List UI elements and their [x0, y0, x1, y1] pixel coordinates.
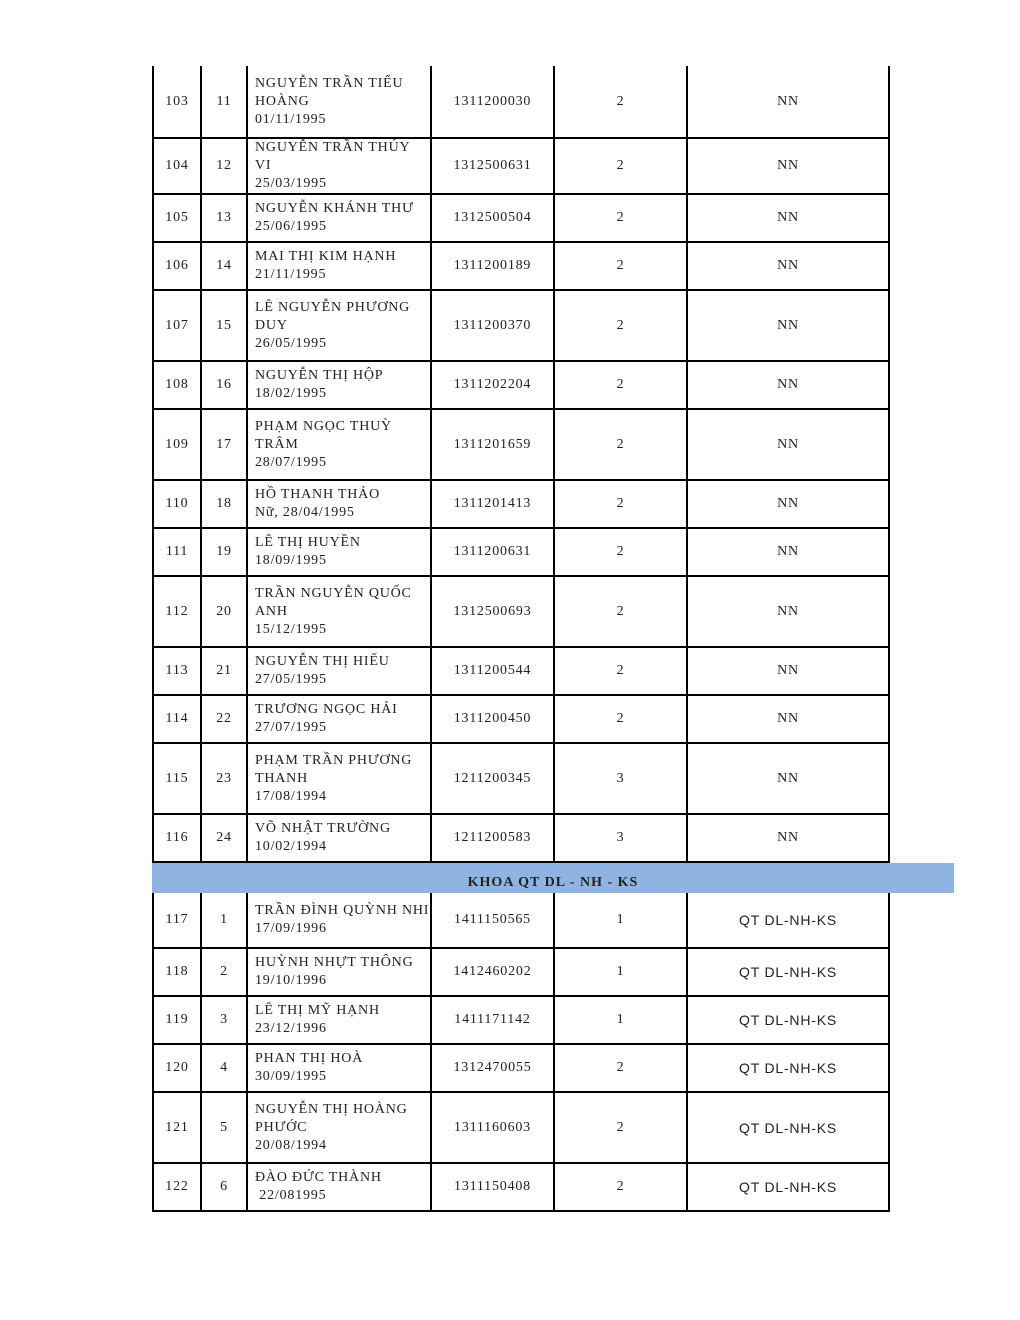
row-stt: 122: [153, 1163, 201, 1211]
table-row: [153, 892, 889, 948]
table-row: [153, 66, 889, 138]
study-year: 2: [554, 138, 687, 194]
student-dob: 19/10/1996: [255, 973, 327, 988]
row-sub-stt: 13: [201, 194, 247, 242]
table-row: [153, 409, 889, 480]
section-header-row: [153, 862, 889, 892]
student-id: 1311200370: [431, 290, 554, 361]
row-stt: 112: [153, 576, 201, 647]
faculty: NN: [687, 480, 889, 528]
table-row: [153, 194, 889, 242]
student-name: NGUYỄN KHÁNH THƯ: [255, 201, 414, 216]
student-id: 1312500504: [431, 194, 554, 242]
table-row: [153, 996, 889, 1044]
student-cell: [247, 948, 431, 996]
student-id: 1311150408: [431, 1163, 554, 1211]
student-cell: [247, 194, 431, 242]
student-name: MAI THỊ KIM HẠNH: [255, 249, 397, 264]
row-sub-stt: 5: [201, 1092, 247, 1163]
faculty: NN: [687, 409, 889, 480]
student-name: PHAN THỊ HOÀ: [255, 1051, 364, 1066]
study-year: 2: [554, 361, 687, 409]
study-year: 2: [554, 1044, 687, 1092]
student-id: 1311200189: [431, 242, 554, 290]
student-id: 1311201659: [431, 409, 554, 480]
faculty: NN: [687, 361, 889, 409]
study-year: 2: [554, 66, 687, 138]
student-dob: 22/081995: [255, 1188, 327, 1203]
study-year: 2: [554, 480, 687, 528]
student-dob: 20/08/1994: [255, 1137, 327, 1153]
student-dob: 26/05/1995: [255, 335, 327, 351]
study-year: 2: [554, 194, 687, 242]
student-name: HỒ THANH THẢO: [255, 487, 380, 502]
student-dob: 17/09/1996: [255, 921, 327, 936]
faculty: NN: [687, 814, 889, 862]
row-sub-stt: 18: [201, 480, 247, 528]
student-id: 1411150565: [431, 892, 554, 948]
student-cell: [247, 892, 431, 948]
student-name: NGUYỄN THỊ HIẾU: [255, 654, 390, 669]
faculty: NN: [687, 528, 889, 576]
row-sub-stt: 23: [201, 743, 247, 814]
faculty: QT DL-NH-KS: [687, 1163, 889, 1211]
student-name: PHẠM TRẦN PHƯƠNG THANH: [255, 752, 413, 786]
row-sub-stt: 19: [201, 528, 247, 576]
student-id: 1311200450: [431, 695, 554, 743]
study-year: 2: [554, 290, 687, 361]
student-dob: 21/11/1995: [255, 267, 327, 282]
student-id: 1311200030: [431, 66, 554, 138]
study-year: 1: [554, 892, 687, 948]
faculty: NN: [687, 695, 889, 743]
row-stt: 108: [153, 361, 201, 409]
student-dob: 18/02/1995: [255, 386, 327, 401]
study-year: 2: [554, 695, 687, 743]
row-sub-stt: 12: [201, 138, 247, 194]
faculty: NN: [687, 290, 889, 361]
study-year: 2: [554, 1163, 687, 1211]
table-row: [153, 361, 889, 409]
student-cell: [247, 1044, 431, 1092]
row-sub-stt: 2: [201, 948, 247, 996]
student-table: [152, 66, 890, 1212]
student-id: 1311200544: [431, 647, 554, 695]
row-stt: 113: [153, 647, 201, 695]
row-sub-stt: 6: [201, 1163, 247, 1211]
table-row: [153, 695, 889, 743]
faculty: QT DL-NH-KS: [687, 892, 889, 948]
student-dob: 27/07/1995: [255, 720, 327, 735]
row-sub-stt: 22: [201, 695, 247, 743]
table-row: [153, 1163, 889, 1211]
student-cell: [247, 695, 431, 743]
study-year: 2: [554, 242, 687, 290]
student-name: TRẦN NGUYỄN QUỐC ANH: [255, 585, 412, 619]
faculty: NN: [687, 66, 889, 138]
table-row: [153, 814, 889, 862]
section-title: KHOA QT DL - NH - KS: [152, 863, 954, 893]
row-sub-stt: 14: [201, 242, 247, 290]
study-year: 2: [554, 409, 687, 480]
student-id: 1311201413: [431, 480, 554, 528]
faculty: QT DL-NH-KS: [687, 996, 889, 1044]
row-stt: 109: [153, 409, 201, 480]
row-sub-stt: 11: [201, 66, 247, 138]
student-dob: 17/08/1994: [255, 788, 327, 804]
student-dob: 18/09/1995: [255, 553, 327, 568]
student-name: NGUYỄN TRẦN THÚY VI: [255, 140, 410, 173]
student-id: 1312500693: [431, 576, 554, 647]
table-row: [153, 1044, 889, 1092]
row-stt: 120: [153, 1044, 201, 1092]
student-name: NGUYỄN TRẦN TIỂU HOÀNG: [255, 75, 404, 109]
row-stt: 119: [153, 996, 201, 1044]
row-stt: 105: [153, 194, 201, 242]
student-name: ĐÀO ĐỨC THÀNH: [255, 1170, 382, 1185]
study-year: 2: [554, 576, 687, 647]
student-cell: [247, 647, 431, 695]
row-stt: 103: [153, 66, 201, 138]
student-dob: 23/12/1996: [255, 1021, 327, 1036]
student-name: VÕ NHẬT TRƯỜNG: [255, 821, 391, 836]
row-sub-stt: 20: [201, 576, 247, 647]
student-cell: [247, 242, 431, 290]
student-dob: Nữ, 28/04/1995: [255, 505, 355, 520]
faculty: NN: [687, 576, 889, 647]
student-name: LÊ THỊ HUYỀN: [255, 535, 361, 550]
row-sub-stt: 4: [201, 1044, 247, 1092]
faculty: NN: [687, 194, 889, 242]
row-stt: 115: [153, 743, 201, 814]
student-cell: [247, 814, 431, 862]
study-year: 2: [554, 528, 687, 576]
row-stt: 116: [153, 814, 201, 862]
row-stt: 104: [153, 138, 201, 194]
row-stt: 107: [153, 290, 201, 361]
student-cell: [247, 996, 431, 1044]
student-dob: 01/11/1995: [255, 111, 327, 127]
student-id: 1211200345: [431, 743, 554, 814]
row-sub-stt: 15: [201, 290, 247, 361]
student-name: TRẦN ĐÌNH QUỲNH NHI: [255, 903, 430, 918]
row-stt: 106: [153, 242, 201, 290]
student-cell: [247, 576, 431, 647]
faculty: NN: [687, 743, 889, 814]
student-cell: [247, 66, 431, 138]
student-id: 1412460202: [431, 948, 554, 996]
table-row: [153, 480, 889, 528]
student-cell: [247, 138, 431, 194]
row-stt: 117: [153, 892, 201, 948]
student-name: NGUYỄN THỊ HOÀNG PHƯỚC: [255, 1101, 408, 1135]
faculty: NN: [687, 647, 889, 695]
student-name: TRƯƠNG NGỌC HẢI: [255, 702, 398, 717]
row-stt: 114: [153, 695, 201, 743]
student-id: 1311200631: [431, 528, 554, 576]
student-id: 1311202204: [431, 361, 554, 409]
student-id: 1311160603: [431, 1092, 554, 1163]
student-cell: [247, 409, 431, 480]
student-name: NGUYỄN THỊ HỘP: [255, 368, 384, 383]
student-name: LÊ THỊ MỸ HẠNH: [255, 1003, 380, 1018]
student-cell: [247, 1163, 431, 1211]
row-sub-stt: 21: [201, 647, 247, 695]
table-row: [153, 576, 889, 647]
student-id: 1312500631: [431, 138, 554, 194]
student-cell: [247, 1092, 431, 1163]
faculty: QT DL-NH-KS: [687, 1092, 889, 1163]
table-row: [153, 242, 889, 290]
student-dob: 30/09/1995: [255, 1069, 327, 1084]
row-stt: 111: [153, 528, 201, 576]
student-cell: [247, 743, 431, 814]
student-id: 1312470055: [431, 1044, 554, 1092]
student-name: LÊ NGUYỄN PHƯƠNG DUY: [255, 299, 411, 333]
table-row: [153, 948, 889, 996]
student-dob: 10/02/1994: [255, 839, 327, 854]
table-row: [153, 528, 889, 576]
student-name: PHẠM NGỌC THUỲ TRÂM: [255, 418, 392, 452]
faculty: NN: [687, 138, 889, 194]
row-sub-stt: 24: [201, 814, 247, 862]
table-row: [153, 1092, 889, 1163]
faculty: NN: [687, 242, 889, 290]
student-cell: [247, 528, 431, 576]
row-sub-stt: 17: [201, 409, 247, 480]
table-row: [153, 290, 889, 361]
study-year: 2: [554, 1092, 687, 1163]
row-sub-stt: 3: [201, 996, 247, 1044]
student-dob: 25/03/1995: [255, 176, 327, 191]
study-year: 3: [554, 814, 687, 862]
study-year: 1: [554, 996, 687, 1044]
row-sub-stt: 1: [201, 892, 247, 948]
student-dob: 28/07/1995: [255, 454, 327, 470]
student-cell: [247, 361, 431, 409]
study-year: 3: [554, 743, 687, 814]
table-row: [153, 138, 889, 194]
student-cell: [247, 290, 431, 361]
table-row: [153, 743, 889, 814]
student-id: 1211200583: [431, 814, 554, 862]
row-stt: 118: [153, 948, 201, 996]
student-cell: [247, 480, 431, 528]
table-row: [153, 647, 889, 695]
student-dob: 27/05/1995: [255, 672, 327, 687]
student-dob: 15/12/1995: [255, 621, 327, 637]
student-id: 1411171142: [431, 996, 554, 1044]
faculty: QT DL-NH-KS: [687, 1044, 889, 1092]
faculty: QT DL-NH-KS: [687, 948, 889, 996]
row-stt: 121: [153, 1092, 201, 1163]
study-year: 2: [554, 647, 687, 695]
student-name: HUỲNH NHỰT THÔNG: [255, 955, 414, 970]
study-year: 1: [554, 948, 687, 996]
student-dob: 25/06/1995: [255, 219, 327, 234]
row-sub-stt: 16: [201, 361, 247, 409]
row-stt: 110: [153, 480, 201, 528]
